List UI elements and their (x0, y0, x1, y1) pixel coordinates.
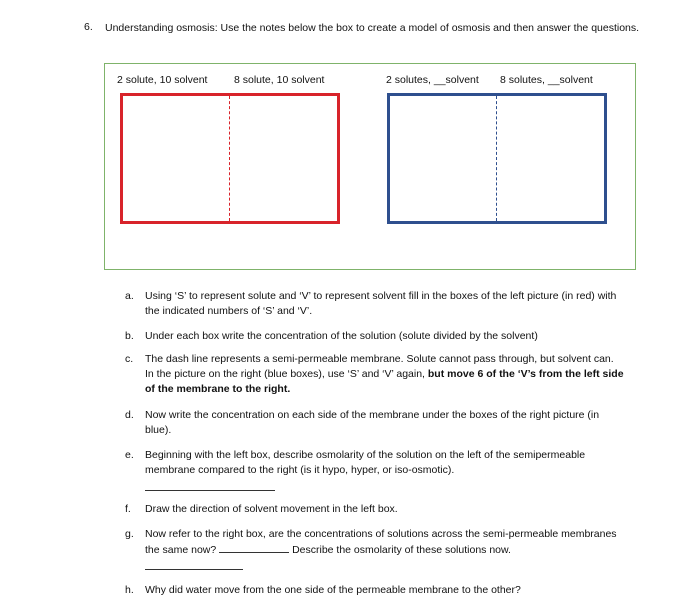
right-label-2: 8 solutes, __solvent (500, 74, 593, 86)
item-letter: e. (125, 449, 134, 461)
item-letter: d. (125, 409, 134, 421)
list-item-g (125, 527, 625, 559)
left-label-1: 2 solute, 10 solvent (117, 74, 208, 86)
item-text: Under each box write the concentration of the solution (solute divided by the solvent) (145, 330, 538, 342)
item-text-plain: The dash line represents a semi-permeable membrane. Solute cannot pass through, but solvent can. In the picture on the right (blue boxes), use ‘S’ and ‘V’ again, (145, 353, 614, 380)
item-text-part-1: Now refer to the right box, are the concentrations of solutions across the semi-permeable membranes the same now? (145, 528, 617, 556)
item-letter: g. (125, 528, 134, 540)
list-item-h (125, 583, 625, 599)
left-label-2: 8 solute, 10 solvent (234, 74, 325, 86)
item-letter: b. (125, 330, 134, 342)
right-membrane-line (496, 96, 497, 221)
item-text (145, 527, 625, 558)
item-text (145, 352, 625, 397)
item-text: Beginning with the left box, describe osmolarity of the solution on the left of the semipermeable membrane compared to the right (is it hypo, hyper, or iso-osmotic). (145, 449, 586, 476)
left-model-box[interactable] (120, 93, 340, 224)
question-number: 6. (84, 21, 93, 33)
list-item-b (125, 329, 625, 345)
item-letter: c. (125, 353, 134, 365)
item-letter: f. (125, 503, 131, 515)
list-item-a (125, 289, 625, 321)
right-model-box[interactable] (387, 93, 607, 224)
item-text: Draw the direction of solvent movement in the left box. (145, 503, 398, 515)
list-item-c (125, 352, 625, 400)
answer-line-e[interactable] (145, 490, 275, 491)
item-text-part-2: Describe the osmolarity of these solutions now. (292, 544, 511, 556)
question-text: Understanding osmosis: Use the notes below the box to create a model of osmosis and then answer the questions. (105, 22, 640, 34)
answer-blank-g[interactable] (219, 542, 289, 553)
left-membrane-line (229, 96, 230, 221)
item-text: Using ‘S’ to represent solute and ‘V’ to represent solvent fill in the boxes of the left picture (in red) with the indicated numbers of ‘S’ and ‘V’. (145, 290, 617, 317)
right-label-1: 2 solutes, __solvent (386, 74, 479, 86)
list-item-d (125, 408, 625, 440)
list-item-f (125, 502, 625, 518)
item-text: Why did water move from the one side of the permeable membrane to the other? (145, 584, 521, 596)
item-letter: h. (125, 584, 134, 596)
item-text-bold: but move 6 of the ‘V’s from the left side of the membrane to the right. (145, 368, 624, 395)
item-letter: a. (125, 290, 134, 302)
item-text: Now write the concentration on each side of the membrane under the boxes of the right picture (in blue). (145, 409, 600, 436)
answer-line-g[interactable] (145, 569, 243, 570)
list-item-e (125, 448, 625, 480)
